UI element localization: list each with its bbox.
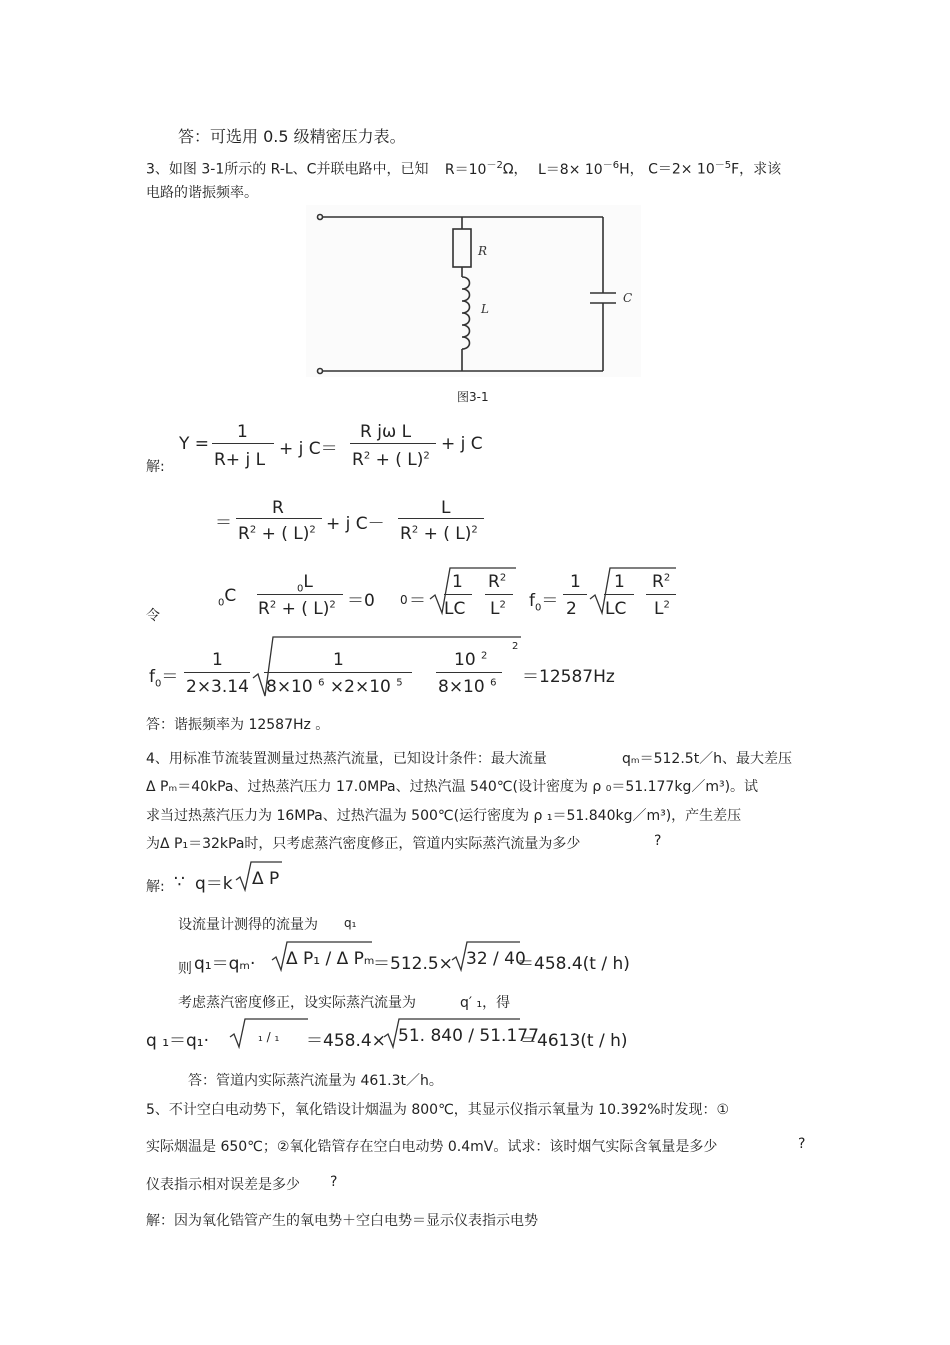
label-l: L xyxy=(481,302,489,316)
question-3-title: 3、如图 3-1所示的 R-L、C并联电路中，已知 $R=10^{-2}\Omega$， $L=8\times 10^{-6}H$， $C=2\times 10^{-5}F$，求该 xyxy=(146,160,782,178)
question-4-line-3: 求当过热蒸汽压力为 16MPa、过热汽温为 500℃(运行密度为 ρ ₁＝51.840kg／m³)，产生差压 xyxy=(146,808,742,824)
formula-q1: q₁＝qₘ· xyxy=(194,954,256,974)
question-4-line-4: 为Δ P₁＝32kPa时，只考虑蒸汽密度修正，管道内实际蒸汽流量为多少 xyxy=(146,836,581,852)
question-5-solution: 解：因为氧化锆管产生的氧电势＋空白电势＝显示仪表指示电势 xyxy=(146,1213,538,1229)
result-value: ＝12587Hz xyxy=(522,667,615,687)
formula-q1-corrected: q ₁＝q₁· xyxy=(146,1031,210,1051)
solution-label-4: 解: xyxy=(146,879,165,895)
density-correction-text: 考虑蒸汽密度修正，设实际蒸汽流量为 xyxy=(178,995,416,1011)
question-5-line-2: 实际烟温是 650℃；②氧化锆管存在空白电动势 0.4mV。试求：该时烟气实际含氧量是多少 xyxy=(146,1139,718,1155)
figure-caption: 图3-1 xyxy=(457,390,489,404)
solution-label: 解: xyxy=(146,459,165,475)
question-4-line-1: 4、用标准节流装置测量过热蒸汽流量，已知设计条件：最大流量 xyxy=(146,751,547,767)
question-5-line-3: 仪表指示相对误差是多少 xyxy=(146,1177,300,1193)
question-5-line-1: 5、不计空白电动势下，氧化锆设计烟温为 800℃，其显示仪指示氧量为 10.392%时发现：① xyxy=(146,1102,730,1118)
previous-answer: 答：可选用 0.5 级精密压力表。 xyxy=(178,127,406,146)
question-4-line-2: Δ Pₘ＝40kPa、过热蒸汽压力 17.0MPa、过热汽温 540℃(设计密度为 ρ ₀＝51.177kg／m³)。试 xyxy=(146,779,759,795)
let-label: 令 xyxy=(146,608,160,624)
question-4-line-1b: qₘ＝512.5t／h、最大差压 xyxy=(622,751,793,767)
label-c: C xyxy=(623,291,633,305)
question-4-answer: 答：管道内实际蒸汽流量为 461.3t／h。 xyxy=(188,1073,443,1089)
question-3-answer: 答：谐振频率为 12587Hz 。 xyxy=(146,717,330,733)
flow-formula: q＝k xyxy=(195,874,233,894)
set-flow-text: 设流量计测得的流量为 xyxy=(178,917,318,933)
label-r: R xyxy=(478,244,488,258)
circuit-diagram xyxy=(306,205,641,377)
formula-y: Y = xyxy=(179,434,210,454)
question-3-title-cont: 电路的谐振频率。 xyxy=(146,185,258,201)
